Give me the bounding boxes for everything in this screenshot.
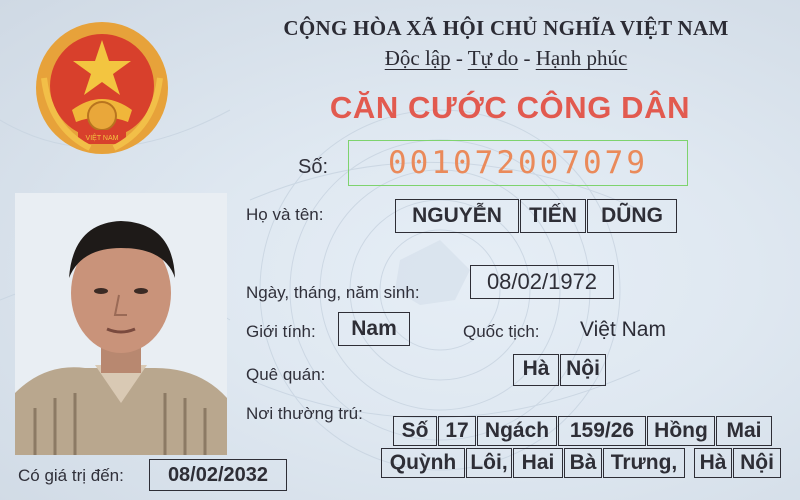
id-number-label: Số: [298,156,329,178]
motto-separator: - [518,46,536,70]
motto-independence: Độc lập [384,46,451,70]
portrait-photo [15,193,227,455]
dob-value: 08/02/1972 [470,265,614,299]
residence-word-3: Ngách [477,416,557,446]
svg-text:VIỆT NAM: VIỆT NAM [85,135,119,142]
name-word-1: NGUYỄN [395,199,519,233]
nationality-value: Việt Nam [580,318,666,341]
motto-separator: - [450,46,468,70]
motto-freedom: Tự do [467,46,519,70]
dob-label: Ngày, tháng, năm sinh: [246,283,420,302]
hometown-word-1: Hà [513,354,559,386]
residence-label: Nơi thường trú: [246,404,363,423]
motto [236,46,776,71]
id-number: 001072007079 [348,140,688,186]
residence-word-1: Số [393,416,437,446]
country-name: CỘNG HÒA XÃ HỘI CHỦ NGHĨA VIỆT NAM [283,16,729,40]
full-name-label: Họ và tên: [246,205,324,224]
residence-word-13: Nội [733,448,781,478]
motto-happiness: Hạnh phúc [535,46,628,70]
residence-word-10: Bà [564,448,602,478]
hometown-label: Quê quán: [246,365,326,384]
name-word-3: DŨNG [587,199,677,233]
card-title: CĂN CƯỚC CÔNG DÂN [329,90,691,125]
expiry-label: Có giá trị đến: [18,466,124,485]
name-word-2: TIẾN [520,199,586,233]
residence-word-5: Hồng [647,416,715,446]
expiry-value: 08/02/2032 [149,459,287,491]
national-emblem-icon [32,18,172,158]
residence-word-4: 159/26 [558,416,646,446]
residence-word-8: Lôi, [466,448,512,478]
residence-word-11: Trưng, [603,448,685,478]
residence-word-7: Quỳnh [381,448,465,478]
residence-word-6: Mai [716,416,772,446]
residence-word-2: 17 [438,416,476,446]
residence-word-9: Hai [513,448,563,478]
hometown-word-2: Nội [560,354,606,386]
sex-value: Nam [338,312,410,346]
sex-label: Giới tính: [246,322,316,341]
residence-word-12: Hà [694,448,732,478]
nationality-label: Quốc tịch: [463,322,540,341]
